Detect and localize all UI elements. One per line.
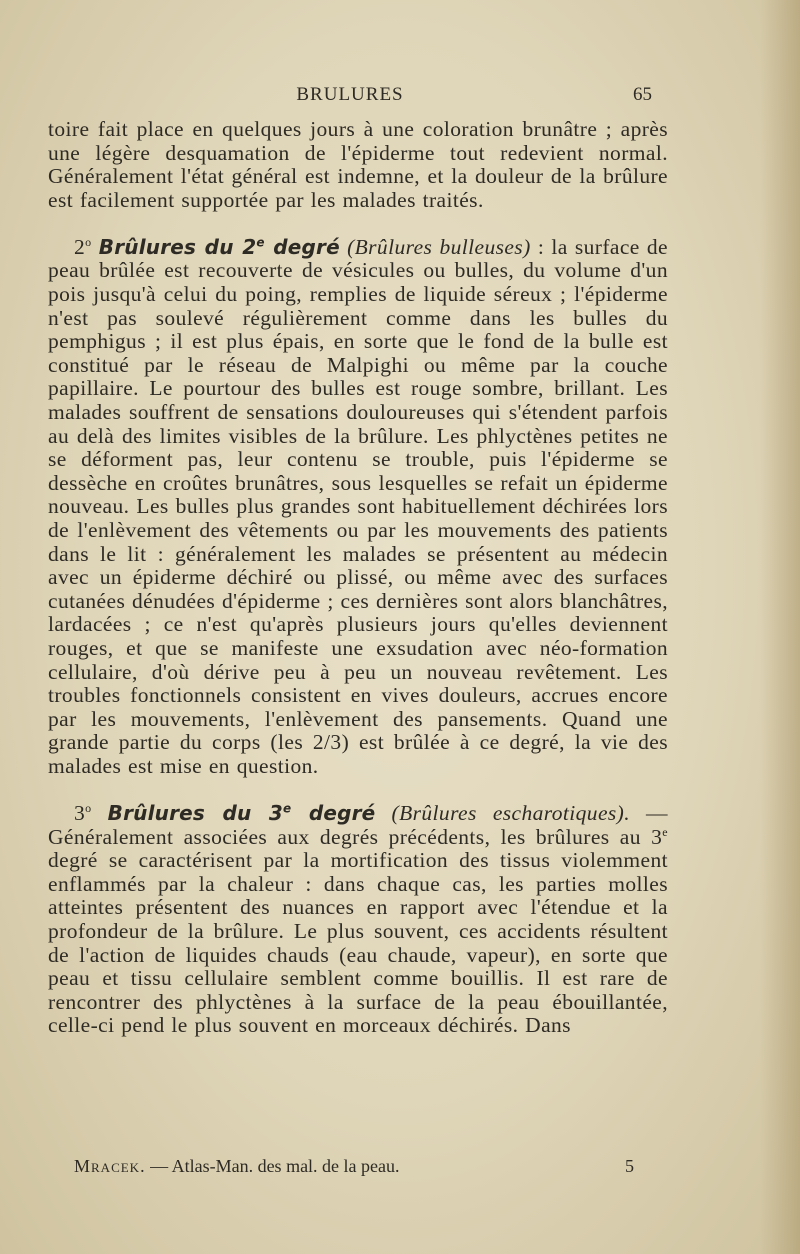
paragraph-text: : la surface de peau brûlée est recouverte de vésicules ou bulles, du volume d'un pois jusqu'à celui du poing, remplies de liquide séreux ; l'épiderme n'est pas soulevé régulièrement comme dans les bulles du pemphigus ; il est plus épais, en sorte que le fond de la bulle est constitué par le réseau de Malpighi ou même par la couche papillaire. Le pourtour des bulles est rouge sombre, brillant. Les malades souffrent de sensations douloureuses qui s'étendent parfois au delà des limites visibles de la brûlure. Les phlyctènes petites ne se déforment pas, leur contenu se trouble, puis l'épiderme se dessèche en croûtes brunâtres, sous lesquelles se refait un épiderme nouveau. Les bulles plus grandes sont habituellement déchirées lors de l'enlèvement des vêtements ou par les mouvements des patients dans le lit : généralement les malades se présentent au médecin avec un épiderme déchiré ou plissé, ou même avec des surfaces cutanées dénudées d'épiderme ; ces dernières sont alors blanchâtres, lardacées ; ce n'est qu'après plusieurs jours qu'elles deviennent rouges, et que se manifeste une exsudation avec néo-formation cellulaire, d'où dérive peu à peu un nouveau revêtement. Les troubles fonctionnels consistent en vives douleurs, accrues encore par les mouvements, l'enlèvement des pansements. Quand une grande partie du corps (les 2/3) est brûlée à ce degré, la vie des malades est mise en question. [48,234,668,778]
section-number-mark: o [85,800,92,815]
page-edge-shadow [760,0,800,1254]
paragraph-continuation: toire fait place en quelques jours à une coloration brunâtre ; après une légère desquamation de l'épiderme tout redevient normal. Généralement l'état général est indemne, et la douleur de la brûlure est facilement supportée par les malades traités. [48,117,668,212]
section-title-text-end: degré [264,234,340,259]
running-title: BRULURES [296,84,404,105]
section-title-superscript: e [256,235,265,250]
page-number: 65 [633,84,652,105]
alt-title-escharotiques: (Brûlures escharotiques). [391,801,630,826]
page-header [48,84,652,108]
footer-author: Mracek. [74,1156,146,1176]
section-title-second-degree [99,235,340,259]
section-title-text: Brûlures du 3 [107,801,284,826]
section-title-superscript: e [283,801,292,816]
section-number: 3 [74,801,86,826]
paragraph-text-end: degré se caractérisent par la mortification des tissus violemment enflammés par la chaleur : dans chaque cas, les parties molles atteintes présentent des nuances en rapport avec l'étendue et la profondeur de la brûlure. Le plus souvent, ces accidents résultent de l'action de liquides chauds (eau chaude, vapeur), en sorte que peau et tissu cellulaire semblent comme bouillis. Il est rare de rencontrer des phlyctènes à la surface de la peau ébouillantée, celle-ci pend le plus souvent en morceaux déchirés. Dans [48,848,668,1038]
footer-book-title: — Atlas-Man. des mal. de la peau. [145,1156,400,1176]
inline-superscript: e [662,824,668,839]
section-title-text: Brûlures du 2 [98,234,257,259]
page-body [48,118,668,1038]
section-number-mark: o [85,234,92,249]
page-footer [74,1156,634,1177]
section-number: 2 [74,234,86,259]
paragraph-text: — Généralement associées aux degrés précédents, les brûlures au 3 [48,801,668,849]
paragraph-third-degree [48,802,668,1038]
paragraph-second-degree [48,236,668,779]
alt-title-bulleuses: (Brûlures bulleuses) [347,234,531,259]
section-title-third-degree [108,801,376,825]
section-title-text-end: degré [291,801,376,826]
footer-signature: 5 [625,1156,634,1176]
